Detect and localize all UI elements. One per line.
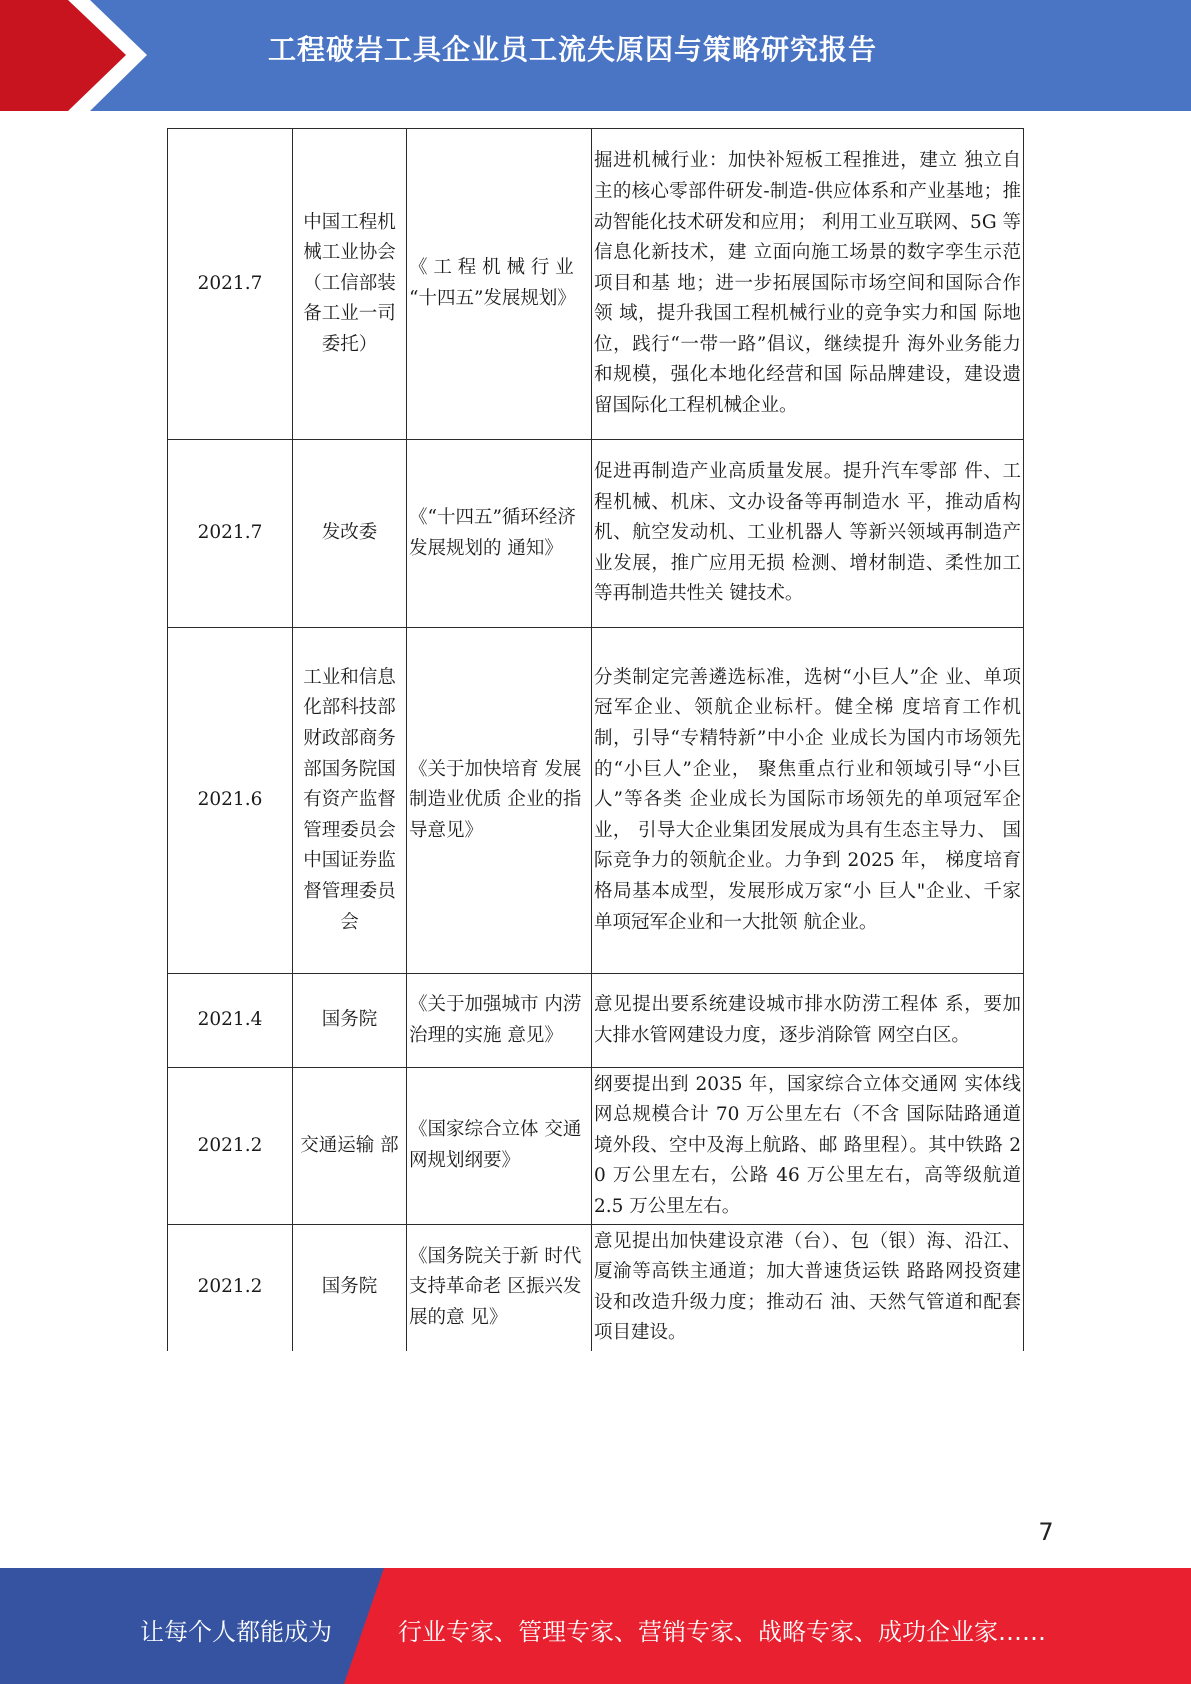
- date-cell: 2021.2: [168, 1225, 293, 1351]
- table-row: [168, 129, 1024, 440]
- issuer-cell: 国务院: [293, 1225, 407, 1351]
- date-cell: 2021.7: [168, 440, 293, 628]
- content-cell: 意见提出加快建设京港（台）、包（银）海、沿江、厦渝等高铁主通道；加大普速货运铁 路路网投资建设和改造升级力度；推动石 油、天然气管道和配套项目建设。: [592, 1225, 1024, 1351]
- date-cell: 2021.7: [168, 129, 293, 440]
- document-cell: 《关于加快培育 发展制造业优质 企业的指导意见》: [407, 628, 592, 974]
- table-row: [168, 974, 1024, 1068]
- header-banner: [0, 0, 1191, 111]
- footer-slogan-right: 行业专家、管理专家、营销专家、战略专家、成功企业家……: [398, 1618, 1046, 1646]
- content-cell: 意见提出要系统建设城市排水防涝工程体 系，要加大排水管网建设力度，逐步消除管 网空白区。: [592, 974, 1024, 1068]
- content-cell: 分类制定完善遴选标准，选树“小巨人”企 业、单项冠军企业、领航企业标杆。健全梯 度培育工作机制，引导“专精特新”中小企 业成长为国内市场领先的“小巨人”企业， 聚焦重点行业和领域引导“小巨人”等各类 企业成长为国际市场领先的单项冠军企业， 引导大企业集团发展成为具有生态主导力、 国际竞争力的领航企业。力争到 2025 年， 梯度培育格局基本成型，发展形成万家“小 巨人"企业、千家单项冠军企业和一大批领 航企业。: [592, 628, 1024, 974]
- document-cell: 《国务院关于新 时代支持革命老 区振兴发展的意 见》: [407, 1225, 592, 1351]
- table-row: [168, 440, 1024, 628]
- issuer-cell: 交通运输 部: [293, 1068, 407, 1225]
- content-cell: 掘进机械行业：加快补短板工程推进，建立 独立自主的核心零部件研发-制造-供应体系和产业基地；推动智能化技术研发和应用； 利用工业互联网、5G 等信息化新技术，建 立面向施工场景的数字孪生示范项目和基 地；进一步拓展国际市场空间和国际合作领 域，提升我国工程机械行业的竞争实力和国 际地位，践行“一带一路”倡议，继续提升 海外业务能力和规模，强化本地化经营和国 际品牌建设，建设遗留国际化工程机械企业。: [592, 129, 1024, 440]
- issuer-cell: 中国工程机械工业协会（工信部装备工业一司委托）: [293, 129, 407, 440]
- date-cell: 2021.6: [168, 628, 293, 974]
- document-cell: 《关于加强城市 内涝治理的实施 意见》: [407, 974, 592, 1068]
- content-cell: 促进再制造产业高质量发展。提升汽车零部 件、工程机械、机床、文办设备等再制造水 平，推动盾构机、航空发动机、工业机器人 等新兴领域再制造产业发展，推广应用无损 检测、增材制造、柔性加工等再制造共性关 键技术。: [592, 440, 1024, 628]
- issuer-cell: 工业和信息化部科技部财政部商务部国务院国有资产监督管理委员会中国证券监督管理委员会: [293, 628, 407, 974]
- date-cell: 2021.2: [168, 1068, 293, 1225]
- issuer-cell: 国务院: [293, 974, 407, 1068]
- document-cell: 《 工 程 机 械 行 业 “十四五”发展规划》: [407, 129, 592, 440]
- policy-table: [167, 128, 1024, 1351]
- table-row: [168, 1068, 1024, 1225]
- table-row: [168, 1225, 1024, 1351]
- content-cell: 纲要提出到 2035 年，国家综合立体交通网 实体线网总规模合计 70 万公里左右（不含 国际陆路通道境外段、空中及海上航路、邮 路里程）。其中铁路 20 万公里左右，公路 46 万公里左右，高等级航道 2.5 万公里左右。: [592, 1068, 1024, 1225]
- footer-slogan-left: 让每个人都能成为: [140, 1618, 332, 1646]
- date-cell: 2021.4: [168, 974, 293, 1068]
- table-row: [168, 628, 1024, 974]
- document-cell: 《国家综合立体 交通网规划纲要》: [407, 1068, 592, 1225]
- document-cell: 《“十四五”循环经济发展规划的 通知》: [407, 440, 592, 628]
- issuer-cell: 发改委: [293, 440, 407, 628]
- page-number: 7: [1038, 1518, 1054, 1546]
- report-title: 工程破岩工具企业员工流失原因与策略研究报告: [268, 33, 878, 66]
- header-arrow-decoration: [0, 0, 150, 111]
